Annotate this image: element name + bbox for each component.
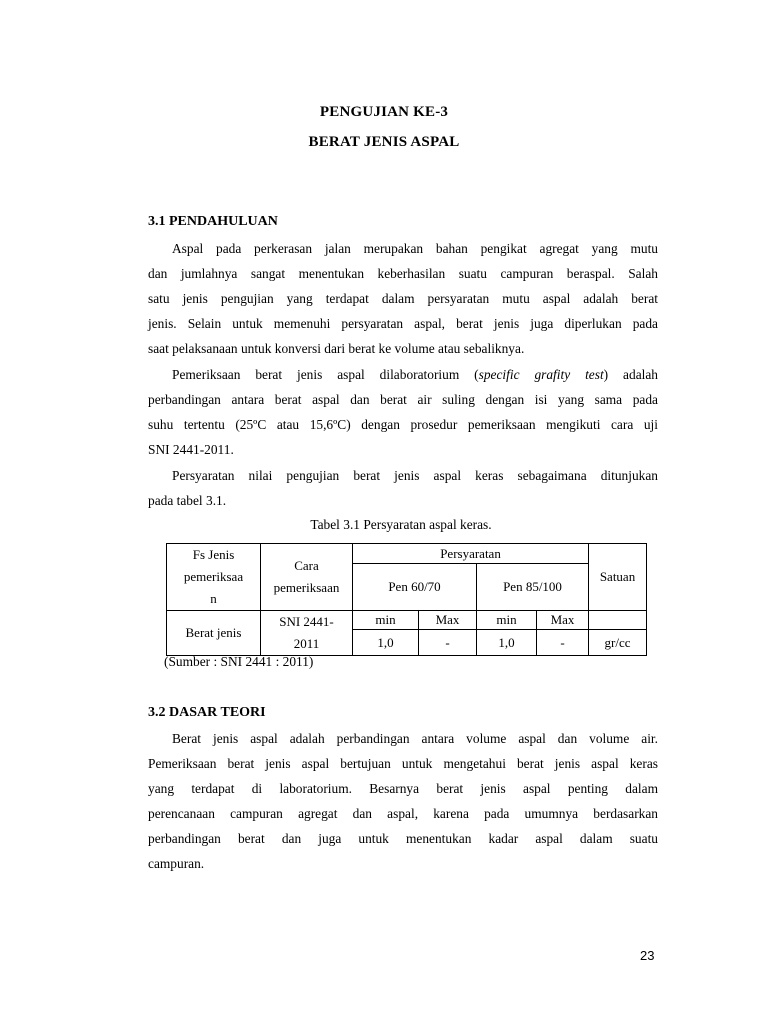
- text-line: saat pelaksanaan untuk konversi dari berat ke volume atau sebaliknya.: [148, 341, 525, 356]
- header-satuan: Satuan: [589, 544, 647, 611]
- text-line: Berat jenis aspal adalah perbandingan antara volume aspal dan volume air.: [172, 731, 658, 746]
- cell-text: SNI 2441-: [279, 614, 334, 629]
- text-line: suhu tertentu (25ºC atau 15,6ºC) dengan prosedur pemeriksaan mengikuti cara uji: [148, 417, 658, 432]
- header-pen-60-70: Pen 60/70: [353, 564, 477, 611]
- cell-min-pen2: min: [477, 611, 537, 630]
- text-line: Persyaratan nilai pengujian berat jenis aspal keras sebagaimana ditunjukan: [172, 468, 658, 483]
- header-text: Cara: [294, 558, 319, 573]
- text-line: campuran.: [148, 856, 205, 871]
- text-line: satu jenis pengujian yang terdapat dalam persyaratan mutu aspal adalah berat: [148, 291, 658, 306]
- header-text: Fs Jenis: [192, 547, 235, 562]
- text-line: Aspal pada perkerasan jalan merupakan bahan pengikat agregat yang mutu: [172, 241, 658, 256]
- cell-text: 2011: [293, 636, 320, 651]
- table-caption: Tabel 3.1 Persyaratan aspal keras.: [310, 517, 492, 532]
- text-run: Pemeriksaan berat jenis aspal dilaboratorium (: [172, 367, 479, 382]
- text-run: ) adalah: [603, 367, 658, 382]
- cell-value-max-pen1: -: [419, 630, 477, 656]
- text-line: SNI 2441-2011.: [148, 442, 234, 457]
- cell-cara: [261, 611, 353, 656]
- section-heading-pendahuluan: 3.1 PENDAHULUAN: [148, 214, 278, 229]
- cell-value-max-pen2: -: [537, 630, 589, 656]
- header-cara-pemeriksaan: [261, 544, 353, 611]
- paragraph-pendahuluan-1: [148, 236, 658, 361]
- cell-satuan-empty: [589, 611, 647, 630]
- text-line: perbandingan antara berat aspal dan berat air suling dengan isi yang sama pada: [148, 392, 658, 407]
- cell-min-pen1: min: [353, 611, 419, 630]
- text-line: pada tabel 3.1.: [148, 493, 227, 508]
- table-row: [167, 611, 647, 630]
- text-line: Pemeriksaan berat jenis aspal bertujuan untuk mengetahui berat jenis aspal keras: [148, 756, 658, 771]
- text-line: perbandingan berat dan juga untuk menentukan kadar aspal dalam suatu: [148, 831, 658, 846]
- page-number: 23: [640, 948, 655, 963]
- table-source: (Sumber : SNI 2441 : 2011): [164, 654, 314, 669]
- cell-max-pen1: Max: [419, 611, 477, 630]
- cell-value-min-pen2: 1,0: [477, 630, 537, 656]
- header-text: n: [210, 591, 217, 606]
- paragraph-dasar-teori: [148, 726, 658, 876]
- cell-value-min-pen1: 1,0: [353, 630, 419, 656]
- header-text: pemeriksaan: [273, 580, 340, 595]
- paragraph-pendahuluan-3: [148, 463, 658, 513]
- table-row: [167, 544, 647, 564]
- text-line: jenis. Selain untuk memenuhi persyaratan aspal, berat jenis juga diperlukan pada: [148, 316, 658, 331]
- requirements-table: [166, 543, 647, 656]
- text-run-italic: specific grafity test: [478, 367, 604, 382]
- page-title-line2: BERAT JENIS ASPAL: [308, 134, 460, 150]
- text-line: [148, 362, 658, 387]
- cell-unit: gr/cc: [589, 630, 647, 656]
- header-jenis-pemeriksaan: [167, 544, 261, 611]
- header-text: pemeriksaa: [183, 569, 244, 584]
- section-heading-dasar-teori: 3.2 DASAR TEORI: [148, 705, 266, 720]
- text-line: yang terdapat di laboratorium. Besarnya berat jenis aspal penting dalam: [148, 781, 658, 796]
- cell-berat-jenis: Berat jenis: [167, 611, 261, 656]
- header-pen-85-100: Pen 85/100: [477, 564, 589, 611]
- paragraph-pendahuluan-2: [148, 362, 658, 462]
- header-persyaratan: Persyaratan: [353, 544, 589, 564]
- cell-max-pen2: Max: [537, 611, 589, 630]
- text-line: dan jumlahnya sangat menentukan keberhasilan suatu campuran beraspal. Salah: [148, 266, 658, 281]
- page-title-line1: PENGUJIAN KE-3: [319, 104, 449, 120]
- text-line: perencanaan campuran agregat dan aspal, karena pada umumnya berdasarkan: [148, 806, 658, 821]
